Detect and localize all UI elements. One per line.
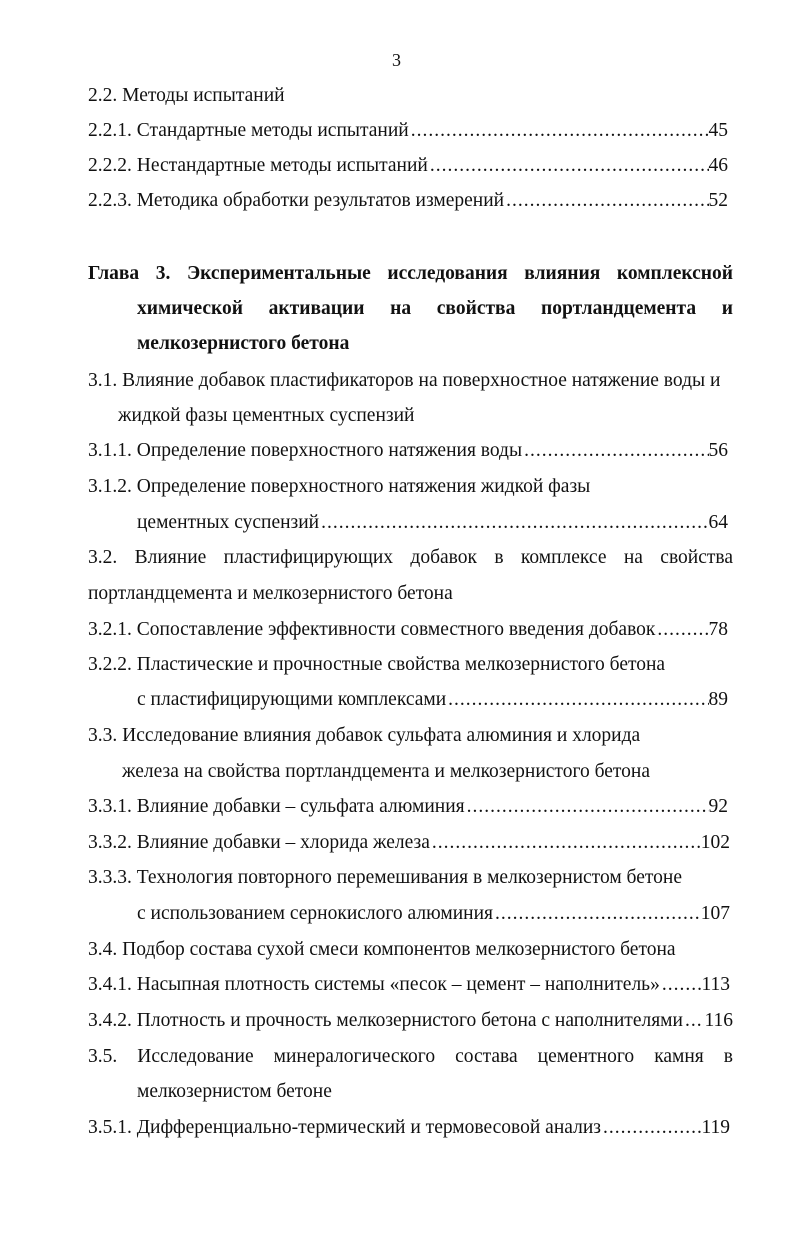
toc-entry-3-2-1: [88, 618, 728, 642]
toc-entry-3-2-2-line-1: 3.2.2. Пластические и прочностные свойства мелкозернистого бетона: [88, 654, 666, 675]
toc-heading-3-1-line-2: жидкой фазы цементных суспензий: [118, 405, 415, 426]
toc-entry-title: с пластифицирующими комплексами: [137, 689, 447, 710]
toc-heading-3-2-line-2: портландцемента и мелкозернистого бетона: [88, 583, 453, 604]
toc-entry-title: 3.4.1. Насыпная плотность системы «песок – цемент – наполнитель»: [88, 974, 660, 995]
toc-page-number: 56: [708, 440, 728, 461]
toc-entry-title: цементных суспензий: [137, 512, 320, 533]
toc-page-number: 107: [700, 903, 730, 924]
toc-entry-title: с использованием сернокислого алюминия: [137, 903, 494, 924]
toc-heading-3-3-line-2: железа на свойства портландцемента и мелкозернистого бетона: [122, 761, 651, 782]
toc-dot-leader: [522, 439, 708, 463]
toc-page-number: 45: [708, 120, 728, 141]
toc-entry-3-4-1: [88, 973, 730, 997]
toc-entry-3-1-2-line-1: 3.1.2. Определение поверхностного натяжения жидкой фазы: [88, 476, 591, 497]
toc-entry-3-4-2: [88, 1009, 733, 1033]
toc-heading-3-5-line-1: 3.5. Исследование минералогического состава цементного камня в: [88, 1046, 733, 1067]
toc-entry-3-2-2: [137, 688, 728, 712]
toc-entry-title: 2.2.3. Методика обработки результатов измерений: [88, 190, 505, 211]
chapter-3-title-line-1: Глава 3. Экспериментальные исследования влияния комплексной: [88, 263, 733, 284]
toc-page-number: 113: [701, 974, 730, 995]
toc-entry-title: 3.3.2. Влияние добавки – хлорида железа: [88, 832, 430, 853]
page-number: 3: [392, 50, 401, 70]
chapter-3-title-line-2: химической активации на свойства портландцемента и: [137, 298, 733, 319]
chapter-3-title-line-3: мелкозернистого бетона: [137, 333, 350, 354]
toc-heading-3-5-line-2: мелкозернистом бетоне: [137, 1081, 332, 1102]
toc-entry-2-2-2: [88, 154, 728, 178]
toc-entry-2-2-1: [88, 119, 728, 143]
toc-heading-3-3-line-1: 3.3. Исследование влияния добавок сульфата алюминия и хлорида: [88, 725, 641, 746]
toc-dot-leader: [683, 1009, 705, 1033]
toc-entry-2-2-3: [88, 189, 728, 213]
toc-entry-title: 3.2.1. Сопоставление эффективности совместного введения добавок: [88, 619, 656, 640]
toc-dot-leader: [465, 795, 709, 819]
toc-entry-title: 3.4.2. Плотность и прочность мелкозернистого бетона с наполнителями: [88, 1010, 683, 1031]
toc-entry-3-3-3-line-1: 3.3.3. Технология повторного перемешивания в мелкозернистом бетоне: [88, 867, 682, 888]
toc-page-number: 78: [708, 619, 728, 640]
toc-entry-title: 2.2.2. Нестандартные методы испытаний: [88, 155, 428, 176]
toc-page-number: 102: [700, 832, 730, 853]
toc-entry-3-1-1: [88, 439, 728, 463]
toc-page-number: 64: [708, 512, 728, 533]
toc-page-number: 89: [708, 689, 728, 710]
toc-page-number: 119: [701, 1117, 730, 1138]
toc-dot-leader: [601, 1116, 702, 1140]
toc-dot-leader: [504, 189, 708, 213]
toc-heading-3-4: 3.4. Подбор состава сухой смеси компонентов мелкозернистого бетона: [88, 939, 676, 960]
toc-dot-leader: [428, 154, 709, 178]
toc-heading-3-1-line-1: 3.1. Влияние добавок пластификаторов на поверхностное натяжение воды и: [88, 370, 721, 391]
toc-heading-2-2: 2.2. Методы испытаний: [88, 85, 285, 106]
toc-dot-leader: [430, 831, 701, 855]
toc-entry-title: 2.2.1. Стандартные методы испытаний: [88, 120, 409, 141]
toc-page-number: 116: [704, 1010, 733, 1031]
toc-entry-title: 3.1.1. Определение поверхностного натяжения воды: [88, 440, 523, 461]
toc-entry-3-5-1: [88, 1116, 730, 1140]
toc-page-number: 52: [708, 190, 728, 211]
toc-entry-title: 3.3.1. Влияние добавки – сульфата алюминия: [88, 796, 465, 817]
toc-dot-leader: [493, 902, 701, 926]
toc-dot-leader: [319, 511, 708, 535]
toc-page-number: 92: [708, 796, 728, 817]
toc-dot-leader: [446, 688, 708, 712]
toc-page-number: 46: [708, 155, 728, 176]
toc-entry-title: 3.5.1. Дифференциально-термический и термовесовой анализ: [88, 1117, 601, 1138]
toc-heading-3-2-line-1: 3.2. Влияние пластифицирующих добавок в комплексе на свойства: [88, 547, 733, 568]
toc-dot-leader: [655, 618, 708, 642]
toc-entry-3-3-3: [137, 902, 730, 926]
toc-entry-3-3-2: [88, 831, 730, 855]
toc-entry-3-1-2: [137, 511, 728, 535]
toc-entry-3-3-1: [88, 795, 728, 819]
toc-dot-leader: [409, 119, 709, 143]
toc-dot-leader: [660, 973, 702, 997]
